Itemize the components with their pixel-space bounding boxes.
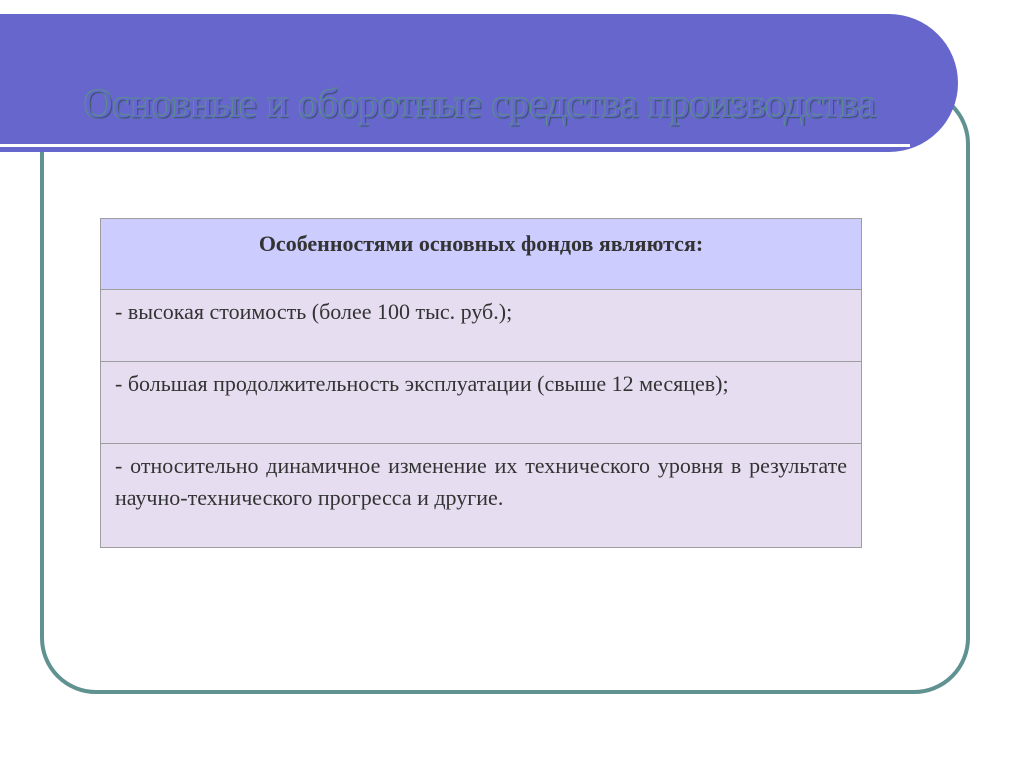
table-cell-technical-change: - относительно динамичное изменение их технического уровня в результате научно-технического прогресса и другие. [101,444,862,548]
table-header-cell: Особенностями основных фондов являются: [101,219,862,290]
table-cell-duration: - большая продолжительность эксплуатации (свыше 12 месяцев); [101,362,862,444]
table-header-row [101,219,862,290]
slide-title: Основные и оборотные средства производства [84,81,877,126]
features-table [100,218,862,548]
title-underline [0,144,910,147]
table-row [101,444,862,548]
table-cell-cost: - высокая стоимость (более 100 тыс. руб.); [101,290,862,362]
table-row [101,362,862,444]
table-row [101,290,862,362]
